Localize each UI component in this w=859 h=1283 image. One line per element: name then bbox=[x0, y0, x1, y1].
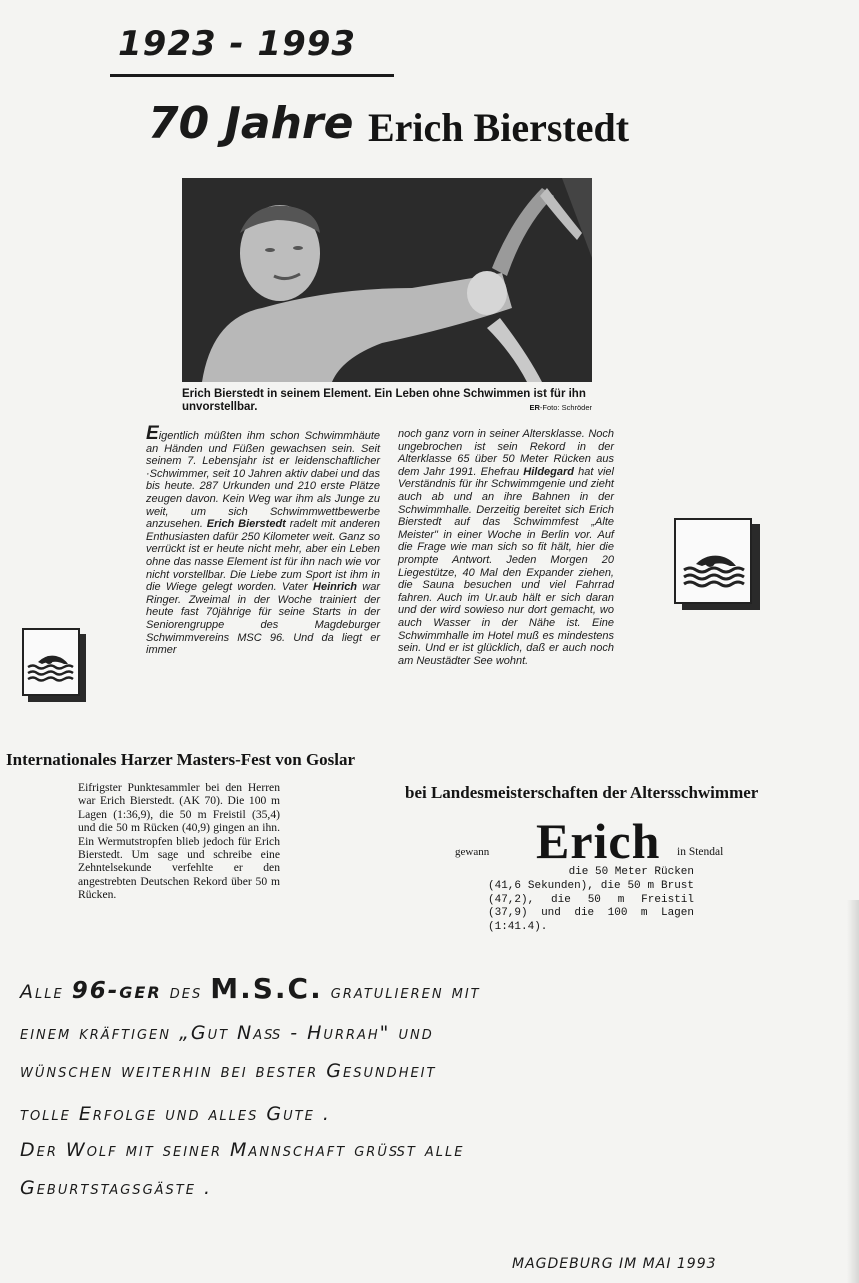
landes-erich-headline: Erich bbox=[536, 813, 661, 869]
col1-bold-name: Erich Bierstedt bbox=[206, 518, 286, 531]
drop-cap: E bbox=[146, 423, 159, 444]
greeting-gratulieren: gratulieren mit bbox=[322, 981, 481, 1003]
greeting-alle: Alle bbox=[20, 981, 72, 1003]
harzer-body: Eifrigster Punktesammler bei den Herren war Erich Bierstedt. (AK 70). Die 100 m Lagen (1:36,9), die 50 m Freistil (35,4) und die 50 m Rücken (40,9) gingen an ihn. Ein Wermutstropfen blieb jedoch für Erich Bierstedt. Um sage und schreibe eine Zehntelsekunde verfehlte er den angestrebten Deutschen Rekord über 50 m Rücken. bbox=[78, 781, 280, 902]
photo-illustration bbox=[182, 178, 592, 382]
greeting-line-1 bbox=[20, 972, 481, 1005]
age-heading: 70 Jahre bbox=[148, 98, 354, 149]
col2-text-a: noch ganz vorn in seiner Altersklasse. Noch ungebrochen ist sein Rekord in der Alterklasse 65 über 50 Meter Rücken aus dem Jahr 1991. Ehefrau bbox=[398, 428, 614, 478]
col1-text-c: war Ringer. Zweimal in der Woche trainiert der heute fast 70jährige für seine Starts in der Seniorengruppe des Magdeburger Schwimmvereins MSC 96. Und da liegt er immer bbox=[146, 581, 381, 657]
greeting-line-6: Geburtstagsgäste . bbox=[20, 1177, 213, 1199]
landes-gewann: gewann bbox=[455, 846, 490, 858]
col1-bold-father: Heinrich bbox=[313, 581, 358, 594]
greeting-msc: M.S.C. bbox=[210, 972, 323, 1005]
landes-body-rest: (41,6 Sekunden), die 50 m Brust (47,2), die 50 m Freistil (37,9) und die 100 m Lagen (1:41.4). bbox=[488, 879, 694, 934]
swimmer-icon bbox=[674, 518, 760, 610]
page-edge-shadow bbox=[847, 900, 859, 1283]
landes-body bbox=[488, 866, 694, 935]
greeting-line-2: einem kräftigen „Gut Naß - Hurrah" und bbox=[20, 1022, 434, 1044]
years-underline bbox=[110, 74, 394, 77]
credit-rest: -Foto: Schröder bbox=[539, 403, 592, 412]
greeting-des: des bbox=[161, 981, 211, 1003]
col2-text-b: hat viel Verständnis für ihr Schwimmgenie und zieht auch ab und an ihre Bahnen in der Schwimmhalle. Derzeitig bereitet sich Erich Bierstedt auf das Schwimmfest „Alte Meister" in einer Woche in Berlin vor. Auf die Frage wie man sich so fit hält, hier die prompte Antwort. Jeden Morgen 20 Liegestütze, 40 Mal den Expander ziehen, die Sauna besuchen und viel Fahrrad fahren. Auch im Ur.aub hält er sich daran und der wird sowieso nur dort gemacht, wo auch Wasser in der Nähe ist. Eine Schwimmhalle im Hotel muß es mindestens sein. Und er ist glücklich, daß er auch noch am Neustädter See wohnt. bbox=[398, 465, 614, 667]
col2-bold-wife: Hildegard bbox=[523, 465, 574, 478]
greeting-line-4: tolle Erfolge und alles Gute . bbox=[20, 1103, 331, 1125]
credit-prefix: ER bbox=[529, 403, 540, 412]
article-column-2 bbox=[398, 428, 614, 667]
swimmer-icon bbox=[22, 628, 86, 702]
col1-text-a: igentlich müßten ihm schon Schwimmhäute an Händen und Füßen gewachsen sein. Seit seinem 7. Lebensjahr ist er leidenschaftlicher ·Schwimmer, seit 10 Jahren aktiv dabei und das bis heute. 287 Urkunden und 210 erste Plätze zeugen davon. Kein Weg war ihm als Junge zu weit, um sich Schwimmwettbewerbe anzusehen. bbox=[146, 430, 380, 531]
harzer-heading: Internationales Harzer Masters-Fest von Goslar bbox=[6, 750, 356, 769]
landes-stendal: in Stendal bbox=[677, 846, 724, 858]
col1-text-b: radelt mit anderen Enthusiasten dafür 250 Kilometer weit. Ganz so verrückt ist er heute nicht mehr, aber ein Leben ohne das nasse Element ist für ihn nach wie vor nicht vorstellbar. Die Liebe zum Sport ist ihm in die Wiege gelegt worden. Vater bbox=[146, 518, 380, 594]
article-column-1 bbox=[146, 423, 381, 657]
greeting-line-5: Der Wolf mit seiner Mannschaft grüßt alle bbox=[20, 1139, 465, 1161]
years-heading: 1923 - 1993 bbox=[118, 24, 357, 64]
photo-caption bbox=[182, 388, 592, 414]
photo-credit bbox=[529, 401, 592, 414]
portrait-photo bbox=[182, 178, 592, 382]
landes-body-first: die 50 Meter Rücken bbox=[568, 866, 694, 878]
greeting-line-3: wünschen weiterhin bei bester Gesundheit bbox=[20, 1060, 437, 1082]
greeting-96ger: 96-ger bbox=[71, 978, 162, 1004]
landes-heading: bei Landesmeisterschaften der Altersschwimmer bbox=[405, 783, 759, 802]
article-title: Erich Bierstedt bbox=[368, 105, 630, 150]
signature-place-date: MAGDEBURG IM MAI 1993 bbox=[512, 1256, 717, 1272]
caption-text: Erich Bierstedt in seinem Element. Ein Leben ohne Schwimmen ist für ihn unvorstellbar. bbox=[182, 388, 586, 413]
